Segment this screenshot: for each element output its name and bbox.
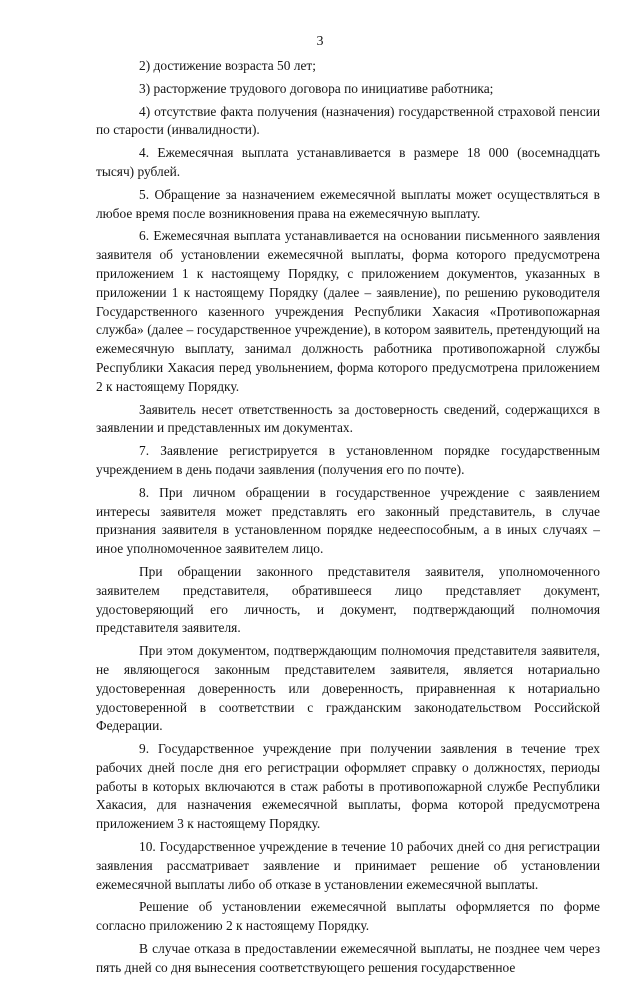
paragraph-representative-documents: При обращении законного представителя заявителя, уполномоченного заявителем представителя, обратившееся лицо представляет документ, удостоверяющий его личность, и документ, подтверждающий полномочия представителя заявителя. (96, 563, 600, 636)
paragraph-applicant-responsibility: Заявитель несет ответственность за достоверность сведений, содержащихся в заявлении и представленных им документах. (96, 401, 600, 436)
page-number: 3 (316, 34, 324, 49)
paragraph-clause-8: 8. При личном обращении в государственное учреждение с заявлением интересы заявителя может представлять его законный представитель, в случае признания заявителя в установленном порядке недееспособным, а в иных случаях – иное уполномоченное заявителем лицо. (96, 484, 600, 557)
paragraph-clause-9: 9. Государственное учреждение при получении заявления в течение трех рабочих дней после дня его регистрации оформляет справку о должностях, периоды работы в которых включаются в стаж работы в противопожарной службе Республики Хакасия, для назначения ежемесячной выплаты, форма которой предусмотрена приложением 3 к настоящему Порядку. (96, 741, 600, 832)
paragraph-item-4: 4) отсутствие факта получения (назначения) государственной страховой пенсии по старости (инвалидности). (96, 103, 600, 138)
paragraph-clause-5: 5. Обращение за назначением ежемесячной выплаты может осуществляться в любое время после возникновения права на ежемесячную выплату. (96, 186, 600, 221)
paragraph-clause-7: 7. Заявление регистрируется в установленном порядке государственным учреждением в день подачи заявления (получения его по почте). (96, 443, 600, 477)
paragraph-clause-6: 6. Ежемесячная выплата устанавливается на основании письменного заявления заявителя об установлении ежемесячной выплаты, форма которого предусмотрена приложением 1 к настоящему Порядку, с приложением документов, указанных в приложении 1 к настоящему Порядку (далее – заявление), по решению руководителя Государственного казенного учреждения Республики Хакасия «Противопожарная служба» (далее – государственное учреждение), в котором заявитель, претендующий на ежемесячную выплату, занимал должность работника противопожарной службы Республики Хакасия перед увольнением, форма которого предусмотрена приложением 2 к настоящему Порядку. (96, 228, 600, 394)
paragraph-decision-form: Решение об установлении ежемесячной выплаты оформляется по форме согласно приложению 2 к настоящему Порядку. (96, 899, 600, 934)
paragraph-clause-10: 10. Государственное учреждение в течение 10 рабочих дней со дня регистрации заявления рассматривает заявление и принимает решение об установлении ежемесячной выплаты либо об отказе в установлении ежемесячной выплаты. (96, 839, 600, 892)
paragraph-power-of-attorney: При этом документом, подтверждающим полномочия представителя заявителя, не являющегося законным представителем заявителя, является нотариально удостоверенная доверенность или доверенность, приравненная к нотариально удостоверенной в соответствии с гражданским законодательством Российской Федерации. (96, 643, 600, 734)
document-body (96, 57, 600, 982)
paragraph-refusal: В случае отказа в предоставлении ежемесячной выплаты, не позднее чем через пять дней со дня вынесения соответствующего решения государственное (96, 941, 600, 975)
paragraph-item-2: 2) достижение возраста 50 лет; (139, 58, 316, 73)
paragraph-clause-4: 4. Ежемесячная выплата устанавливается в размере 18 000 (восемнадцать тысяч) рублей. (96, 145, 600, 179)
paragraph-item-3: 3) расторжение трудового договора по инициативе работника; (139, 80, 494, 96)
